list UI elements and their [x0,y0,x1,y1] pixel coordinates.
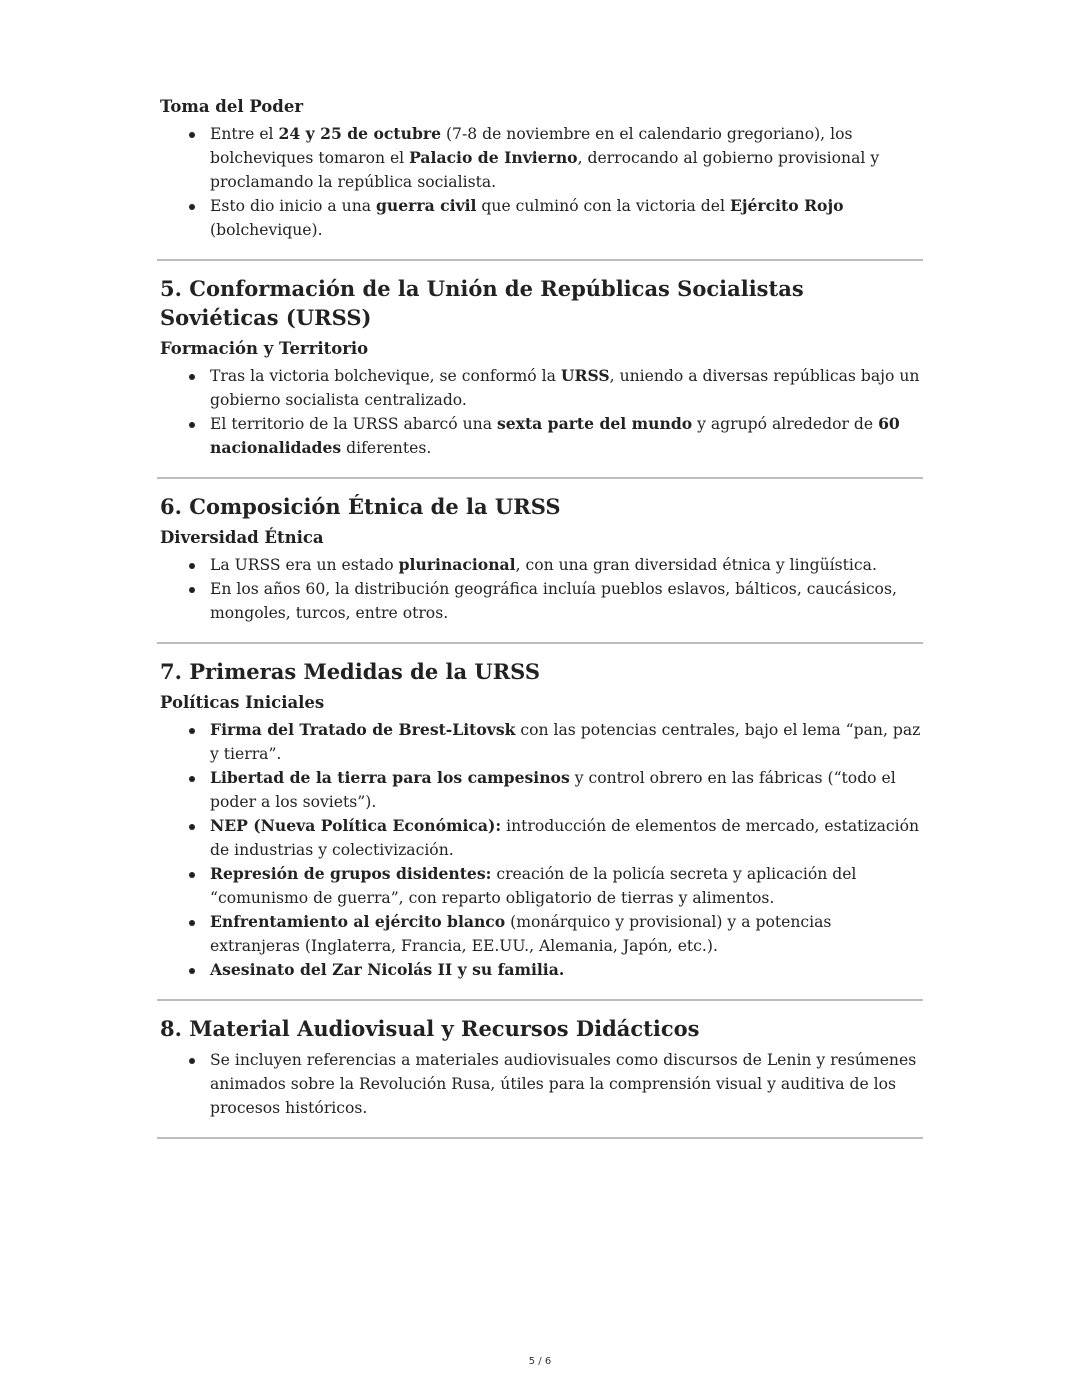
text: con las potencias centrales, bajo el lema “pan, paz y tierra”. [210,721,921,763]
section-divider [157,999,923,1001]
text: La URSS era un estado [210,556,399,574]
list-item [210,814,923,862]
bold-text: Ejército Rojo [729,196,844,215]
list-item [210,122,923,194]
bold-text: Represión de grupos disidentes: [210,864,492,883]
text: Tras la victoria bolchevique, se conformó la [210,367,561,385]
section [157,95,923,261]
text: (bolchevique). [210,221,323,239]
section-subheading: Formación y Territorio [160,339,369,358]
list-item [210,766,923,814]
list-item [210,194,923,242]
section [157,492,923,644]
text: (7-8 de noviembre en el calendario gregoriano), los bolcheviques tomaron el [210,125,853,167]
text: El territorio de la URSS abarcó una [210,415,497,433]
bold-text: sexta parte del mundo [496,414,693,433]
text: que culminó con la victoria del [476,197,730,215]
section-divider [157,477,923,479]
list-item [210,958,923,982]
page-number: 5 / 6 [528,1356,552,1367]
text: Se incluyen referencias a materiales audiovisuales como discursos de Lenin y resúmenes animados sobre la Revolución Rusa, útiles para la comprensión visual y auditiva de los procesos históricos. [210,1051,917,1117]
bullet-list [157,718,923,982]
bullet-list [157,553,923,625]
section-subheading: Diversidad Étnica [160,528,324,547]
list-item [210,364,923,412]
list-item [210,910,923,958]
section-heading: 6. Composición Étnica de la URSS [160,494,561,519]
list-item [210,1048,923,1120]
bold-text: 60 nacionalidades [210,414,900,457]
bold-text: Libertad de la tierra para los campesinos [210,768,570,787]
bold-text: Palacio de Invierno [409,148,578,167]
text: En los años 60, la distribución geográfica incluía pueblos eslavos, bálticos, caucásicos, mongoles, turcos, entre otros. [210,580,897,622]
list-item [210,862,923,910]
section-subheading: Toma del Poder [160,97,304,116]
bullet-list [157,1048,923,1120]
section [157,657,923,1001]
text: , uniendo a diversas repúblicas bajo un gobierno socialista centralizado. [210,367,920,409]
bold-text: Firma del Tratado de Brest-Litovsk [210,720,516,739]
list-item [210,412,923,460]
bold-text: URSS [560,366,610,385]
text: introducción de elementos de mercado, estatización de industrias y colectivización. [210,817,920,859]
text: creación de la policía secreta y aplicación del “comunismo de guerra”, con reparto obligatorio de tierras y alimentos. [210,865,857,907]
list-item [210,553,923,577]
section-divider [157,642,923,644]
section-heading: 8. Material Audiovisual y Recursos Didácticos [160,1016,700,1041]
list-item [210,718,923,766]
section-heading: 7. Primeras Medidas de la URSS [160,659,541,684]
bold-text: guerra civil [376,196,477,215]
section-divider [157,1137,923,1139]
section-divider [157,259,923,261]
section [157,274,923,479]
bold-text: Enfrentamiento al ejército blanco [210,912,506,931]
bullet-list [157,364,923,460]
list-item [210,577,923,625]
bold-text: plurinacional [398,555,516,574]
section [157,1014,923,1139]
section-heading: 5. Conformación de la Unión de Repúblicas Socialistas Soviéticas (URSS) [160,276,804,330]
text: , derrocando al gobierno provisional y proclamando la república socialista. [210,149,880,191]
text: y control obrero en las fábricas (“todo el poder a los soviets”). [210,769,896,811]
bold-text: Asesinato del Zar Nicolás II y su familia. [210,960,565,979]
text: Entre el [210,125,279,143]
section-subheading: Políticas Iniciales [160,693,325,712]
bold-text: NEP (Nueva Política Económica): [210,816,502,835]
text: diferentes. [341,439,432,457]
document-body [157,95,923,1152]
text: y agrupó alrededor de [692,415,879,433]
bold-text: 24 y 25 de octubre [278,124,441,143]
text: (monárquico y provisional) y a potencias extranjeras (Inglaterra, Francia, EE.UU., Alemania, Japón, etc.). [210,913,832,955]
text: Esto dio inicio a una [210,197,376,215]
bullet-list [157,122,923,242]
text: , con una gran diversidad étnica y lingüística. [515,556,877,574]
